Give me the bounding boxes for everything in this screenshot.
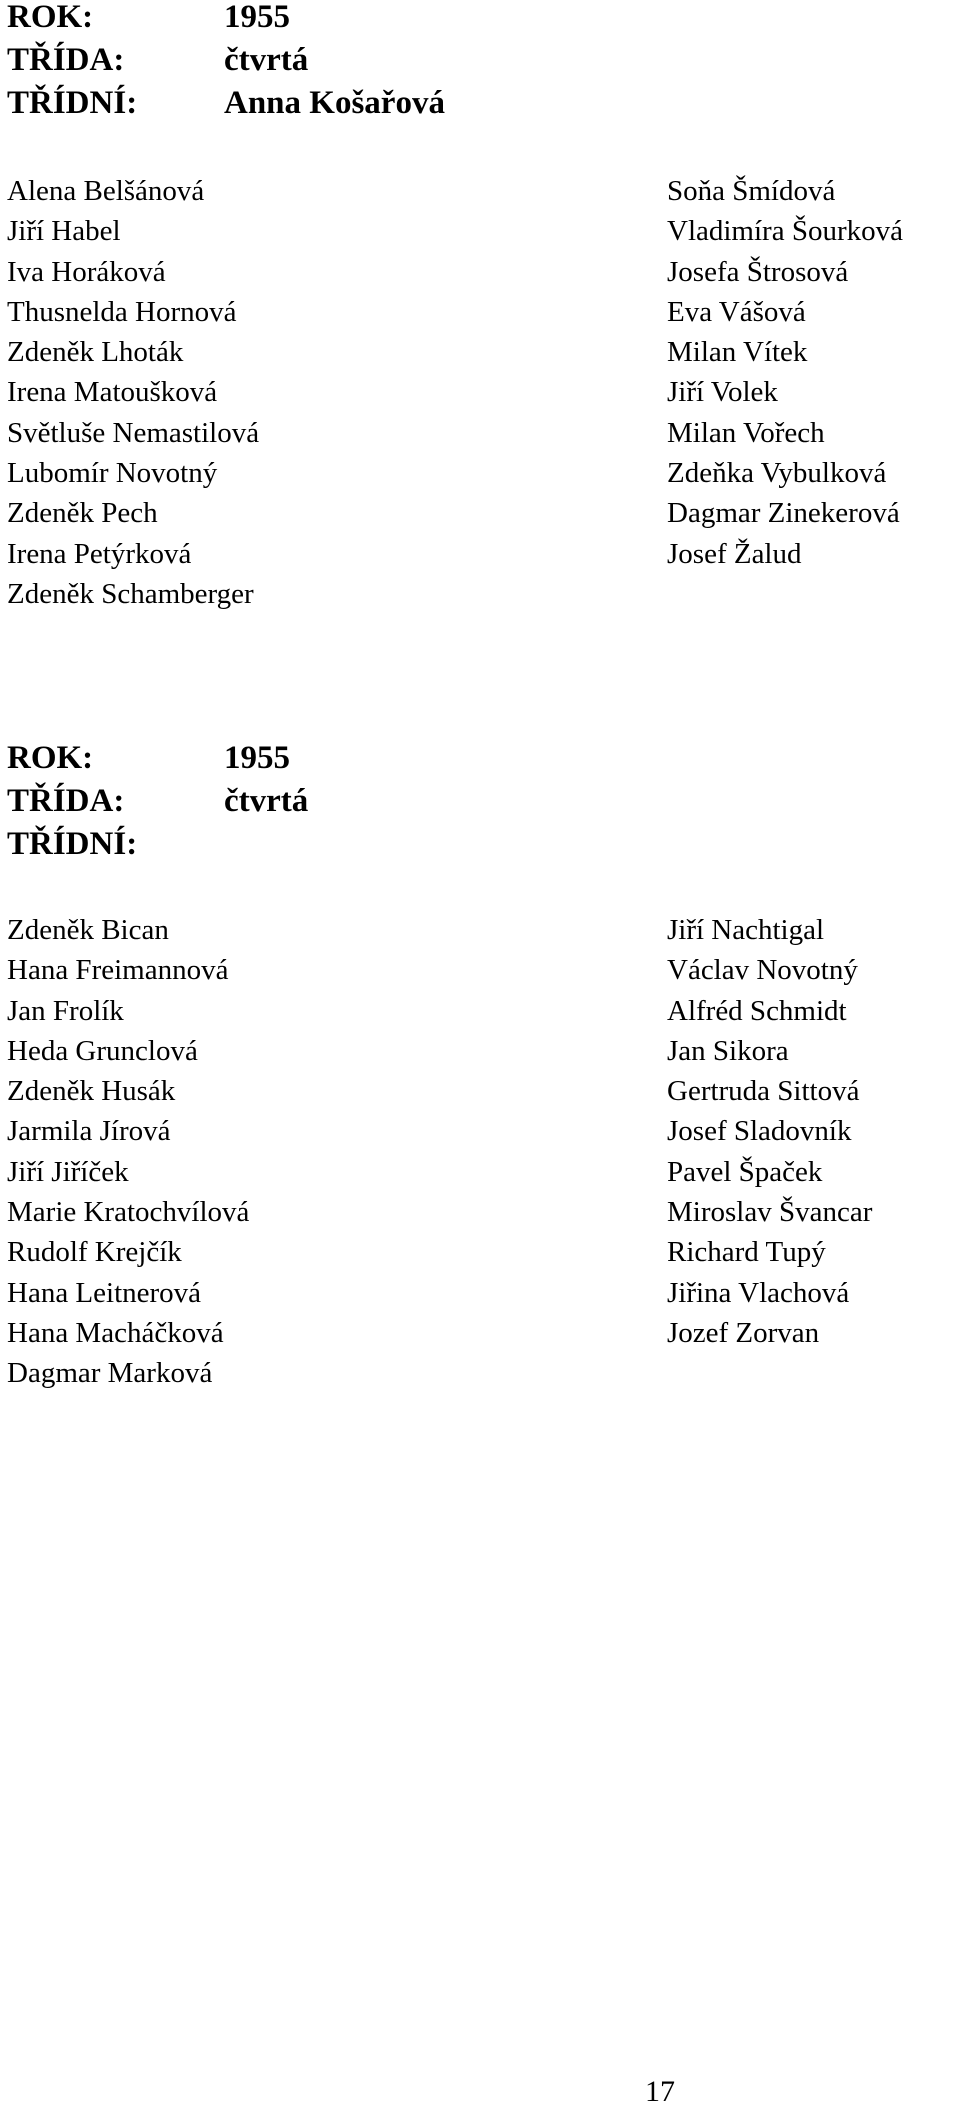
student-list-left	[7, 171, 259, 614]
student-name: Eva Vášová	[667, 295, 806, 328]
student-name: Rudolf Krejčík	[7, 1236, 182, 1269]
student-name: Jiřina Vlachová	[667, 1276, 850, 1309]
class-value: čtvrtá	[224, 783, 309, 819]
student-name: Miroslav Švancar	[667, 1196, 873, 1229]
student-name: Pavel Špaček	[667, 1155, 823, 1188]
student-name: Iva Horáková	[7, 255, 166, 288]
year-value: 1955	[224, 0, 290, 35]
student-name: Irena Matoušková	[7, 376, 218, 409]
class-label: TŘÍDA:	[7, 42, 125, 78]
student-name: Richard Tupý	[667, 1236, 826, 1269]
year-label: ROK:	[7, 740, 94, 776]
student-name: Zdeňka Vybulková	[667, 457, 887, 490]
year-label: ROK:	[7, 0, 94, 35]
student-name: Zdeněk Pech	[7, 497, 158, 530]
student-name: Heda Grunclová	[7, 1034, 198, 1067]
student-name: Světluše Nemastilová	[7, 416, 260, 449]
student-name: Irena Petýrková	[7, 537, 192, 570]
student-name: Marie Kratochvílová	[7, 1196, 250, 1229]
student-name: Hana Leitnerová	[7, 1276, 202, 1309]
student-name: Václav Novotný	[667, 954, 858, 987]
student-name: Dagmar Zinekerová	[667, 497, 900, 530]
student-name: Hana Freimannová	[7, 954, 229, 987]
student-name: Hana Macháčková	[7, 1316, 224, 1349]
page-number: 17	[645, 2075, 675, 2108]
student-name: Josefa Štrosová	[667, 255, 849, 288]
student-name: Jiří Habel	[7, 215, 121, 248]
student-list-left	[7, 910, 249, 1394]
student-name: Zdeněk Schamberger	[7, 577, 254, 610]
class-value: čtvrtá	[224, 42, 309, 78]
student-name: Vladimíra Šourková	[667, 215, 903, 248]
student-name: Milan Vítek	[667, 336, 808, 369]
student-name: Thusnelda Hornová	[7, 295, 237, 328]
student-name: Zdeněk Lhoták	[7, 336, 184, 369]
student-name: Lubomír Novotný	[7, 457, 218, 490]
student-name: Milan Vořech	[667, 416, 825, 449]
student-name: Jan Frolík	[7, 994, 124, 1027]
teacher-label: TŘÍDNÍ:	[7, 826, 138, 862]
student-name: Zdeněk Bican	[7, 914, 169, 946]
student-name: Josef Žalud	[667, 537, 802, 570]
teacher-label: TŘÍDNÍ:	[7, 85, 138, 121]
student-name: Zdeněk Husák	[7, 1075, 176, 1108]
teacher-value: Anna Košařová	[224, 85, 445, 121]
student-name: Dagmar Marková	[7, 1357, 213, 1390]
student-list-right	[667, 910, 872, 1353]
student-name: Jiří Volek	[667, 376, 778, 409]
student-name: Alena Belšánová	[7, 175, 205, 207]
student-name: Gertruda Sittová	[667, 1075, 860, 1108]
student-name: Jan Sikora	[667, 1034, 789, 1067]
student-name: Alfréd Schmidt	[667, 994, 847, 1027]
student-name: Jiří Nachtigal	[667, 914, 825, 946]
student-name: Jozef Zorvan	[667, 1316, 820, 1349]
student-list-right	[667, 171, 903, 574]
year-value: 1955	[224, 740, 290, 776]
student-name: Jiří Jiříček	[7, 1155, 129, 1188]
class-label: TŘÍDA:	[7, 783, 125, 819]
student-name: Josef Sladovník	[667, 1115, 852, 1148]
student-name: Jarmila Jírová	[7, 1115, 171, 1148]
student-name: Soňa Šmídová	[667, 175, 836, 207]
